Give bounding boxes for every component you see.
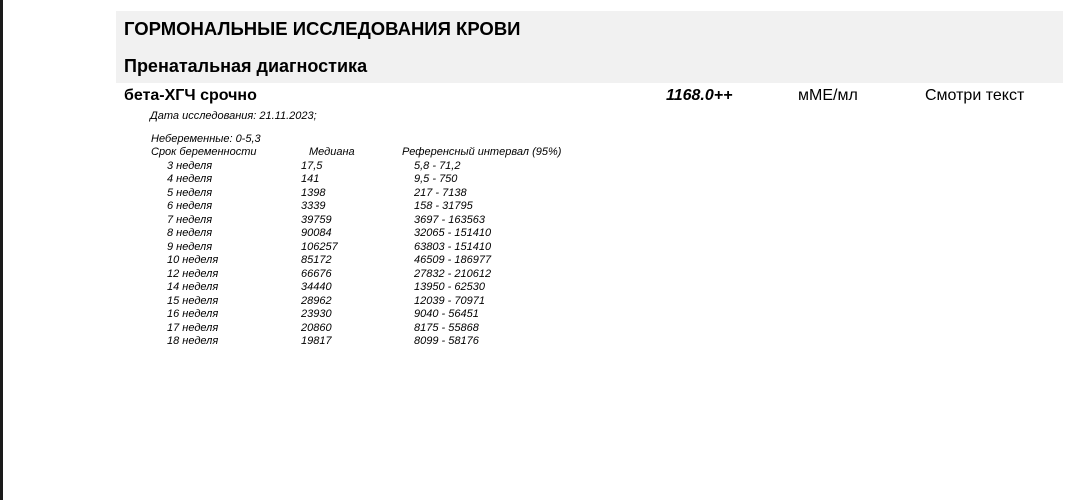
row-median: 19817 [301,335,332,347]
left-border [0,0,3,500]
row-reference: 13950 - 62530 [414,281,485,293]
row-term: 18 неделя [167,335,219,347]
row-term: 9 неделя [167,240,213,253]
row-median: 39759 [301,213,332,226]
row-reference: 12039 - 70971 [414,294,485,307]
row-term: 17 неделя [167,321,219,334]
row-median: 23930 [301,308,332,320]
row-reference: 46509 - 186977 [414,254,492,266]
header-median: Медиана [309,146,355,158]
section-title: ГОРМОНАЛЬНЫЕ ИССЛЕДОВАНИЯ КРОВИ [124,18,521,39]
row-median: 141 [301,173,320,185]
row-term: 7 неделя [167,213,213,226]
row-median: 3339 [301,200,326,212]
test-name: бета-ХГЧ срочно [124,87,257,104]
row-reference: 158 - 31795 [414,200,473,212]
row-term: 5 неделя [167,186,213,199]
header-term: Срок беременности [151,146,257,158]
header-reference: Референсный интервал (95%) [402,146,562,158]
row-reference: 9,5 - 750 [414,173,458,185]
row-median: 1398 [301,186,326,199]
row-term: 8 неделя [167,227,213,239]
row-reference: 63803 - 151410 [414,240,492,253]
test-reference-norm: Смотри текст [925,87,1025,104]
row-median: 20860 [301,321,332,334]
subsection-title: Пренатальная диагностика [124,56,368,76]
row-term: 14 неделя [167,281,219,293]
row-reference: 217 - 7138 [414,186,467,199]
row-reference: 8099 - 58176 [414,335,479,347]
row-reference: 8175 - 55868 [414,321,479,334]
row-reference: 27832 - 210612 [414,267,492,280]
row-median: 85172 [301,254,332,266]
row-term: 10 неделя [167,254,219,266]
test-unit: мМЕ/мл [798,87,858,104]
row-median: 106257 [301,240,338,253]
row-median: 66676 [301,267,332,280]
row-median: 90084 [301,227,332,239]
test-result-row [124,87,1054,107]
row-median: 34440 [301,281,332,293]
row-term: 15 неделя [167,294,219,307]
row-term: 12 неделя [167,267,219,280]
study-date: Дата исследования: 21.11.2023; [150,110,317,122]
nonpregnant-reference: Небеременные: 0-5,3 [151,133,261,145]
row-term: 16 неделя [167,308,219,320]
row-term: 4 неделя [167,173,213,185]
row-reference: 5,8 - 71,2 [414,159,461,172]
row-median: 17,5 [301,159,323,172]
section-header [116,11,1063,83]
row-term: 3 неделя [167,159,213,172]
row-term: 6 неделя [167,200,213,212]
row-reference: 3697 - 163563 [414,213,485,226]
test-result-value: 1168.0++ [666,87,733,104]
row-reference: 32065 - 151410 [414,227,492,239]
row-reference: 9040 - 56451 [414,308,479,320]
row-median: 28962 [301,294,332,307]
